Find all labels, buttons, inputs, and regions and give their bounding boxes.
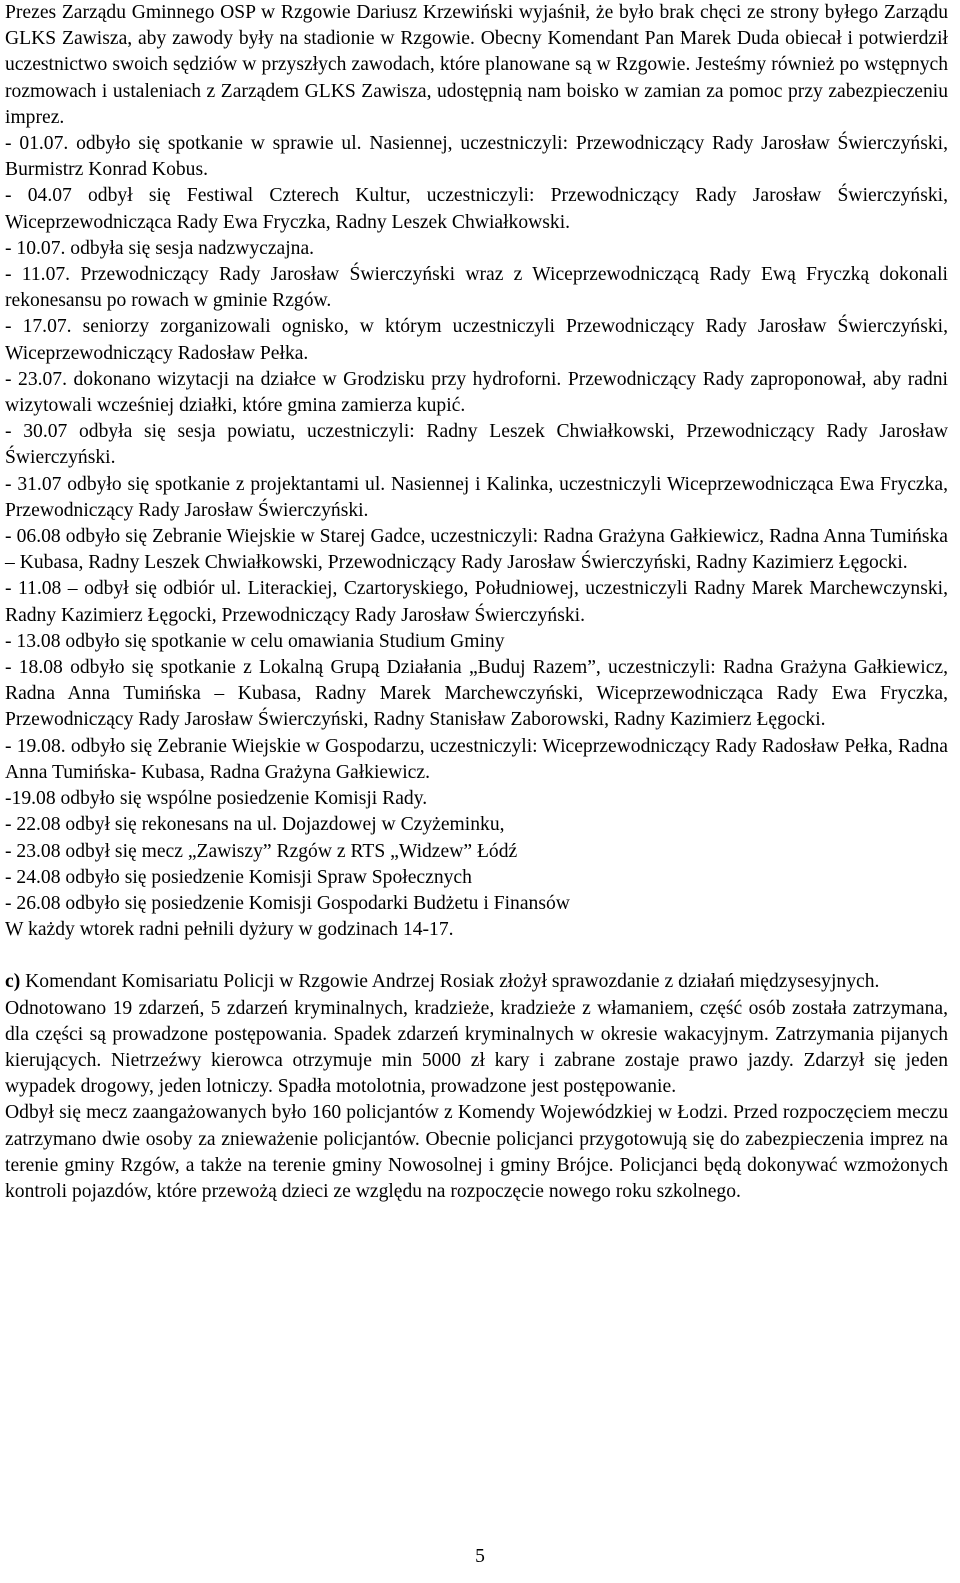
activity-entry: - 17.07. seniorzy zorganizowali ognisko, w którym uczestniczyli Przewodniczący Rady Jarosław Świerczyński, Wiceprzewodniczący Radosław Pełka. xyxy=(5,316,948,364)
document-page xyxy=(5,0,948,1205)
paragraph-spacer xyxy=(5,943,948,969)
activity-entry: - 19.08. odbyło się Zebranie Wiejskie w Gospodarzu, uczestniczyli: Wiceprzewodniczący Rady Radosław Pełka, Radna Anna Tumińska- Kubasa, Radna Grażyna Gałkiewicz. xyxy=(5,735,948,783)
activity-list xyxy=(5,131,948,943)
activity-entry: - 18.08 odbyło się spotkanie z Lokalną Grupą Działania „Buduj Razem”, uczestniczyli: Radna Grażyna Gałkiewicz, Radna Anna Tumińska – Kubasa, Radny Marek Marchewczyński, Wiceprzewodnicząca Rady Ewa Fryczka, Przewodniczący Rady Jarosław Świerczyński, Radny Stanisław Zaborowski, Radny Kazimierz Łęgocki. xyxy=(5,657,948,731)
activity-entry: - 10.07. odbyła się sesja nadzwyczajna. xyxy=(5,237,315,259)
activity-entry: - 30.07 odbyła się sesja powiatu, uczestniczyli: Radny Leszek Chwiałkowski, Przewodniczący Rady Jarosław Świerczyński. xyxy=(5,421,948,469)
activity-entry: - 11.07. Przewodniczący Rady Jarosław Świerczyński wraz z Wiceprzewodniczącą Rady Ewą Fryczką dokonali rekonesansu po rowach w gminie Rzgów. xyxy=(5,264,948,312)
activity-entry: - 11.08 – odbył się odbiór ul. Literackiej, Czartoryskiego, Południowej, uczestniczyli Radny Marek Marchewczynski, Radny Kazimierz Łęgocki, Przewodniczący Rady Jarosław Świerczyński. xyxy=(5,578,948,626)
activity-entry: - 31.07 odbyło się spotkanie z projektantami ul. Nasiennej i Kalinka, uczestniczyli Wiceprzewodnicząca Ewa Fryczka, Przewodniczący Rady Jarosław Świerczyński. xyxy=(5,473,948,521)
intro-paragraph: Prezes Zarządu Gminnego OSP w Rzgowie Dariusz Krzewiński wyjaśnił, że było brak chęci ze strony byłego Zarządu GLKS Zawisza, aby zawody były na stadionie w Rzgowie. Obecny Komendant Pan Marek Duda obiecał i potwierdził uczestnictwo swoich sędziów w przyszłych zawodach, które planowane są w Rzgowie. Jesteśmy również po wstępnych rozmowach i ustaleniach z Zarządem GLKS Zawisza, udostępnią nam boisko w zamian za pomoc przy zabezpieczeniu imprez. xyxy=(5,2,948,128)
section-c-letter: c) xyxy=(5,971,21,993)
section-c-heading xyxy=(5,969,948,995)
activity-entry: - 24.08 odbyło się posiedzenie Komisji Spraw Społecznych xyxy=(5,866,472,888)
duty-hours-note: W każdy wtorek radni pełnili dyżury w godzinach 14-17. xyxy=(5,919,454,941)
activity-entry: -19.08 odbyło się wspólne posiedzenie Komisji Rady. xyxy=(5,788,428,810)
section-c-heading-text: Komendant Komisariatu Policji w Rzgowie Andrzej Rosiak złożył sprawozdanie z działań międzysesyjnych. xyxy=(20,971,880,993)
activity-entry: - 04.07 odbył się Festiwal Czterech Kultur, uczestniczyli: Przewodniczący Rady Jarosław Świerczyński, Wiceprzewodnicząca Rady Ewa Fryczka, Radny Leszek Chwiałkowski. xyxy=(5,185,948,233)
activity-entry: - 13.08 odbyło się spotkanie w celu omawiania Studium Gminy xyxy=(5,630,505,652)
activity-entry: - 23.07. dokonano wizytacji na działce w Grodzisku przy hydroforni. Przewodniczący Rady zaproponował, aby radni wizytowali wcześniej działki, które gmina zamierza kupić. xyxy=(5,368,948,417)
activity-entry: - 22.08 odbył się rekonesans na ul. Dojazdowej w Czyżeminku, xyxy=(5,814,505,836)
police-report-paragraph: Odbył się mecz zaangażowanych było 160 policjantów z Komendy Wojewódzkiej w Łodzi. Przed rozpoczęciem meczu zatrzymano dwie osoby za znieważenie policjantów. Obecnie policjanci przygotowują się do zabezpieczenia imprez na terenie gminy Rzgów, a także na terenie gminy Nowosolnej i gminy Brójce. Policjanci będą dokonywać wzmożonych kontroli pojazdów, które przewożą dzieci ze względu na rozpoczęcie nowego roku szkolnego. xyxy=(5,1102,948,1202)
activity-entry: - 06.08 odbyło się Zebranie Wiejskie w Starej Gadce, uczestniczyli: Radna Grażyna Gałkiewicz, Radna Anna Tumińska – Kubasa, Radny Leszek Chwiałkowski, Przewodniczący Rady Jarosław Świerczyński, Radny Kazimierz Łęgocki. xyxy=(5,526,948,574)
page-number: 5 xyxy=(475,1546,485,1567)
police-report-paragraph: Odnotowano 19 zdarzeń, 5 zdarzeń kryminalnych, kradzieże, kradzieże z włamaniem, część osób została zatrzymana, dla części są prowadzone postępowania. Spadek zdarzeń kryminalnych w okresie wakacyjnym. Zatrzymania pijanych kierujących. Nietrzeźwy kierowca otrzymuje min 5000 zł kary i zabrane zostaje prawo jazdy. Zdarzył się jeden wypadek drogowy, jeden lotniczy. Spadła motolotnia, prowadzone jest postępowanie. xyxy=(5,997,948,1098)
activity-entry: - 01.07. odbyło się spotkanie w sprawie ul. Nasiennej, uczestniczyli: Przewodniczący Rady Jarosław Świerczyński, Burmistrz Konrad Kobus. xyxy=(5,133,948,181)
activity-entry: - 26.08 odbyło się posiedzenie Komisji Gospodarki Budżetu i Finansów xyxy=(5,892,570,914)
activity-entry: - 23.08 odbył się mecz „Zawiszy” Rzgów z RTS „Widzew” Łódź xyxy=(5,840,518,862)
